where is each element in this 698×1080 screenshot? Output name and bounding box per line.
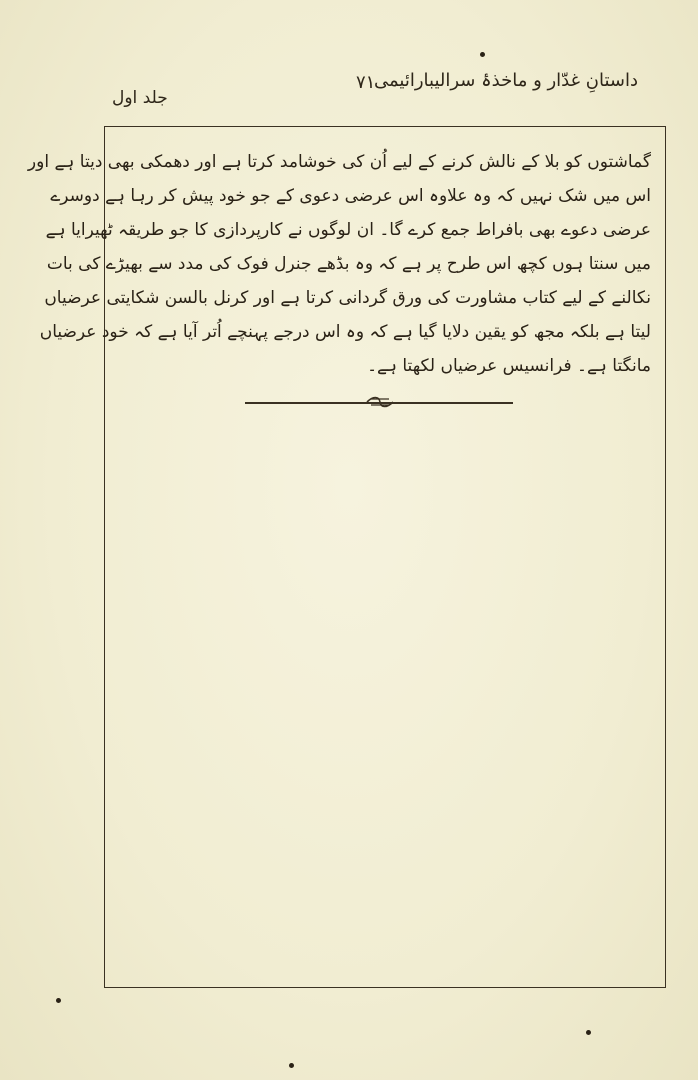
- text-line: عرضی دعوے بھی بافراط جمع کرے گا۔ ان لوگوں نے کارپردازی کا جو طریقہ ٹھیرایا ہے: [45, 220, 651, 240]
- text-line: نکالنے کے لیے کتاب مشاورت کی ورق گردانی کرتا ہے اور کرنل بالسن شکایتی عرضیاں: [44, 288, 651, 308]
- text-line: اس میں شک نہیں کہ وہ علاوہ اس عرضی دعوی کے جو خود پیش کر رہا ہے دوسرے: [50, 186, 651, 206]
- text-line: میں سنتا ہوں کچھ اس طرح پر ہے کہ وہ بڈھے جنرل فوک کی مدد سے بھیڑے کی بات: [46, 254, 651, 274]
- speck: [56, 998, 61, 1003]
- section-divider-ornament: [245, 395, 513, 411]
- running-title: داستانِ غدّار و ماخذۂ سرالیبارائیمی: [373, 70, 638, 91]
- body-text: [27, 145, 651, 383]
- page-header: [0, 58, 698, 118]
- divider-flourish-icon: [365, 395, 395, 409]
- speck: [586, 1030, 591, 1035]
- text-line: لیتا ہے بلکہ مجھ کو یقین دلایا گیا ہے کہ وہ اس درجے پہنچے اُتر آیا ہے کہ خود عرضیاں: [39, 322, 651, 342]
- text-frame: [27, 126, 666, 988]
- speck: [480, 52, 485, 57]
- text-line: گماشتوں کو بلا کے نالش کرنے کے لیے اُن کی خوشامد کرتا ہے اور دھمکی بھی دیتا ہے اور: [27, 152, 651, 172]
- text-line: مانگتا ہے۔ فرانسیس عرضیاں لکھتا ہے۔: [367, 356, 651, 376]
- speck: [289, 1063, 294, 1068]
- volume-label: جلد اول: [112, 88, 168, 108]
- page-number: ۷۱: [356, 72, 376, 93]
